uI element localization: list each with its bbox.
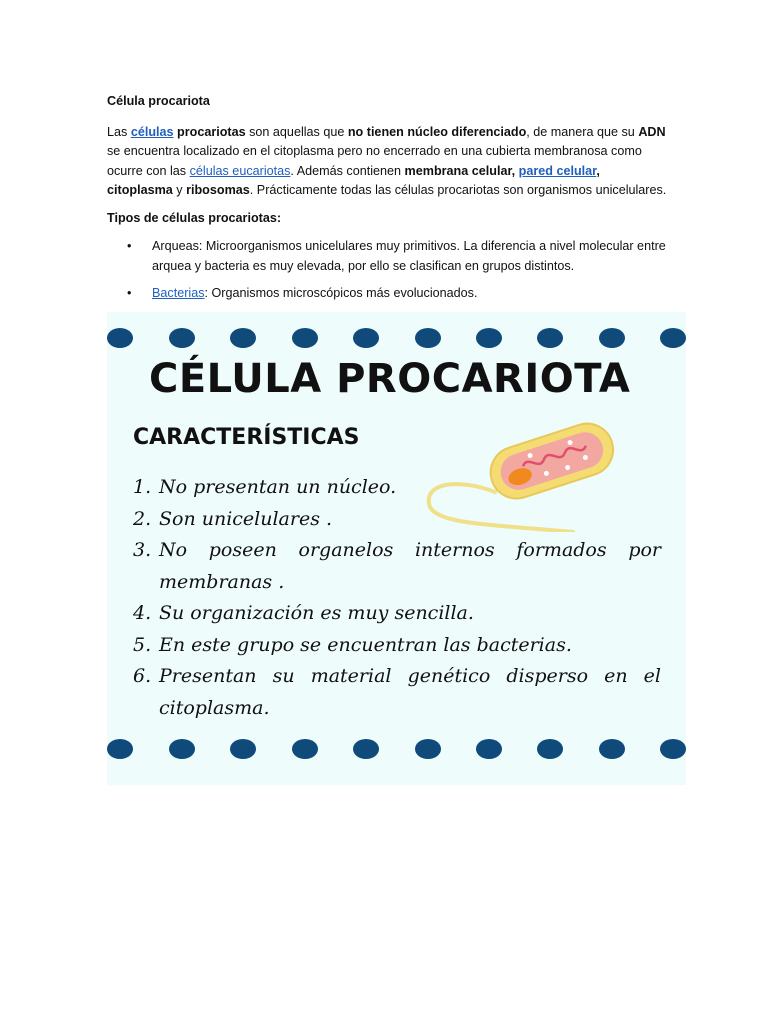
decorative-dot (292, 739, 318, 759)
pared-celular-link[interactable]: pared celular (518, 163, 597, 178)
decorative-dot (476, 328, 502, 348)
intro-bold: no tienen núcleo diferenciado (347, 124, 527, 139)
decorative-dot (230, 328, 256, 348)
item-text: Presentan su material genético disperso en el citoplasma. (159, 665, 661, 719)
decorative-dot (169, 328, 195, 348)
decorative-dot (230, 739, 256, 759)
decorative-dot (537, 328, 563, 348)
list-item (133, 504, 661, 536)
intro-bold: membrana celular, (404, 163, 516, 178)
list-item (133, 630, 661, 662)
decorative-dot (169, 739, 195, 759)
item-number: 6. (133, 665, 152, 687)
characteristics-list (133, 472, 661, 724)
item-number: 4. (133, 602, 152, 624)
list-item (133, 661, 661, 724)
intro-bold: ribosomas (186, 183, 250, 197)
intro-text: . Además contienen (290, 163, 405, 178)
item-number: 1. (133, 476, 152, 498)
decorative-dot (476, 739, 502, 759)
intro-text: se encuentra localizado en el citoplasma pero no encerrado en una cubierta membranosa como ocurre con las (107, 144, 642, 178)
decorative-dot (660, 739, 686, 759)
item-text: No poseen organelos internos formados por membranas . (159, 539, 661, 593)
item-text: En este grupo se encuentran las bacterias. (159, 633, 572, 656)
decorative-dot (353, 328, 379, 348)
decorative-dot (107, 328, 133, 348)
list-item (133, 598, 661, 630)
decorative-dot (292, 328, 318, 348)
decorative-dot (415, 739, 441, 759)
bullet-icon: • (127, 286, 132, 300)
infographic-poster (107, 312, 686, 785)
item-text: No presentan un núcleo. (159, 476, 397, 498)
list-item (133, 535, 661, 598)
celulas-eucariotas-link[interactable]: células eucariotas (189, 163, 291, 178)
item-number: 3. (133, 539, 152, 561)
poster-subtitle: CARACTERÍSTICAS (133, 425, 360, 450)
intro-bold: citoplasma (107, 183, 173, 197)
intro-text: y (172, 183, 187, 197)
bacterias-link[interactable]: Bacterias (152, 286, 205, 300)
item-text: Su organización es muy sencilla. (159, 602, 474, 624)
decorative-dot (599, 328, 625, 348)
document-title: Célula procariota (107, 94, 210, 108)
intro-text: . Prácticamente todas las células procariotas son organismos unicelulares. (249, 183, 667, 197)
list-item (107, 237, 667, 276)
bullet-text: Arqueas: Microorganismos unicelulares muy primitivos. La diferencia a nivel molecular entre arquea y bacteria es muy elevada, por ello se clasifican en grupos distintos. (152, 239, 666, 273)
bullet-icon: • (127, 239, 132, 253)
celulas-link[interactable]: células (130, 124, 174, 139)
document-body (107, 92, 667, 312)
decorative-dot (353, 739, 379, 759)
decorative-dot (660, 328, 686, 348)
intro-text: , de manera que su (526, 124, 639, 139)
decorative-dot (537, 739, 563, 759)
decorative-dot (599, 739, 625, 759)
intro-bold: procariotas (177, 124, 246, 139)
item-number: 5. (133, 633, 152, 656)
types-heading: Tipos de células procariotas: (107, 210, 282, 225)
list-item (107, 284, 667, 304)
types-list (107, 237, 667, 304)
poster-title: CÉLULA PROCARIOTA (149, 356, 631, 402)
intro-paragraph (107, 123, 667, 201)
intro-bold: ADN (638, 124, 666, 139)
decorative-dot (415, 328, 441, 348)
intro-text: son aquellas que (245, 124, 348, 139)
intro-bold: , (596, 163, 600, 178)
item-number: 2. (133, 507, 152, 530)
item-text: Son unicelulares . (159, 507, 333, 530)
intro-text: Las (107, 124, 131, 139)
list-item (133, 472, 661, 504)
decorative-dot (107, 739, 133, 759)
bullet-text: : Organismos microscópicos más evolucionados. (204, 286, 478, 300)
